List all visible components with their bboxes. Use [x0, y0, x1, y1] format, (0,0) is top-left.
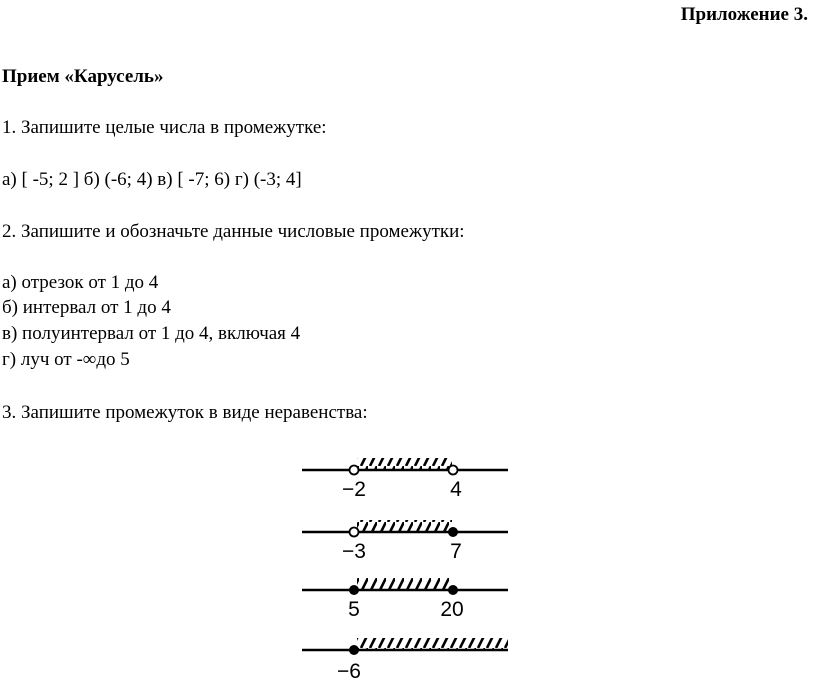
task2-item-d: г) луч от -∞до 5 — [2, 349, 130, 370]
closed-point-icon — [349, 585, 359, 595]
number-line-3 — [302, 578, 508, 621]
tick-label: 7 — [450, 540, 462, 563]
closed-point-icon — [349, 645, 359, 655]
open-point-icon — [350, 528, 359, 537]
closed-point-icon — [448, 527, 458, 537]
task3-prompt: 3. Запишите промежуток в виде неравенства: — [2, 402, 368, 423]
task2-item-b: б) интервал от 1 до 4 — [2, 297, 171, 318]
tick-label: −2 — [342, 478, 366, 501]
task2-prompt: 2. Запишите и обозначьте данные числовые промежутки: — [2, 221, 465, 242]
task2-item-c: в) полуинтервал от 1 до 4, включая 4 — [2, 323, 301, 344]
number-line-4 — [302, 638, 508, 683]
closed-point-icon — [448, 585, 458, 595]
tick-label: 20 — [440, 598, 464, 621]
tick-label: −6 — [337, 660, 361, 683]
open-point-icon — [350, 466, 359, 475]
task2-item-a: а) отрезок от 1 до 4 — [2, 272, 159, 293]
number-line-1 — [302, 458, 508, 501]
tick-label: 5 — [348, 598, 360, 621]
number-lines-figure — [296, 452, 516, 692]
number-line-2 — [302, 520, 508, 563]
tick-label: −3 — [342, 540, 366, 563]
page-title: Прием «Карусель» — [2, 66, 164, 87]
task1-items: а) [ -5; 2 ] б) (-6; 4) в) [ -7; 6) г) (-3; 4] — [2, 169, 302, 190]
task1-prompt: 1. Запишите целые числа в промежутке: — [2, 117, 327, 138]
appendix-label: Приложение 3. — [680, 4, 808, 25]
open-point-icon — [449, 466, 458, 475]
tick-label: 4 — [450, 478, 462, 501]
